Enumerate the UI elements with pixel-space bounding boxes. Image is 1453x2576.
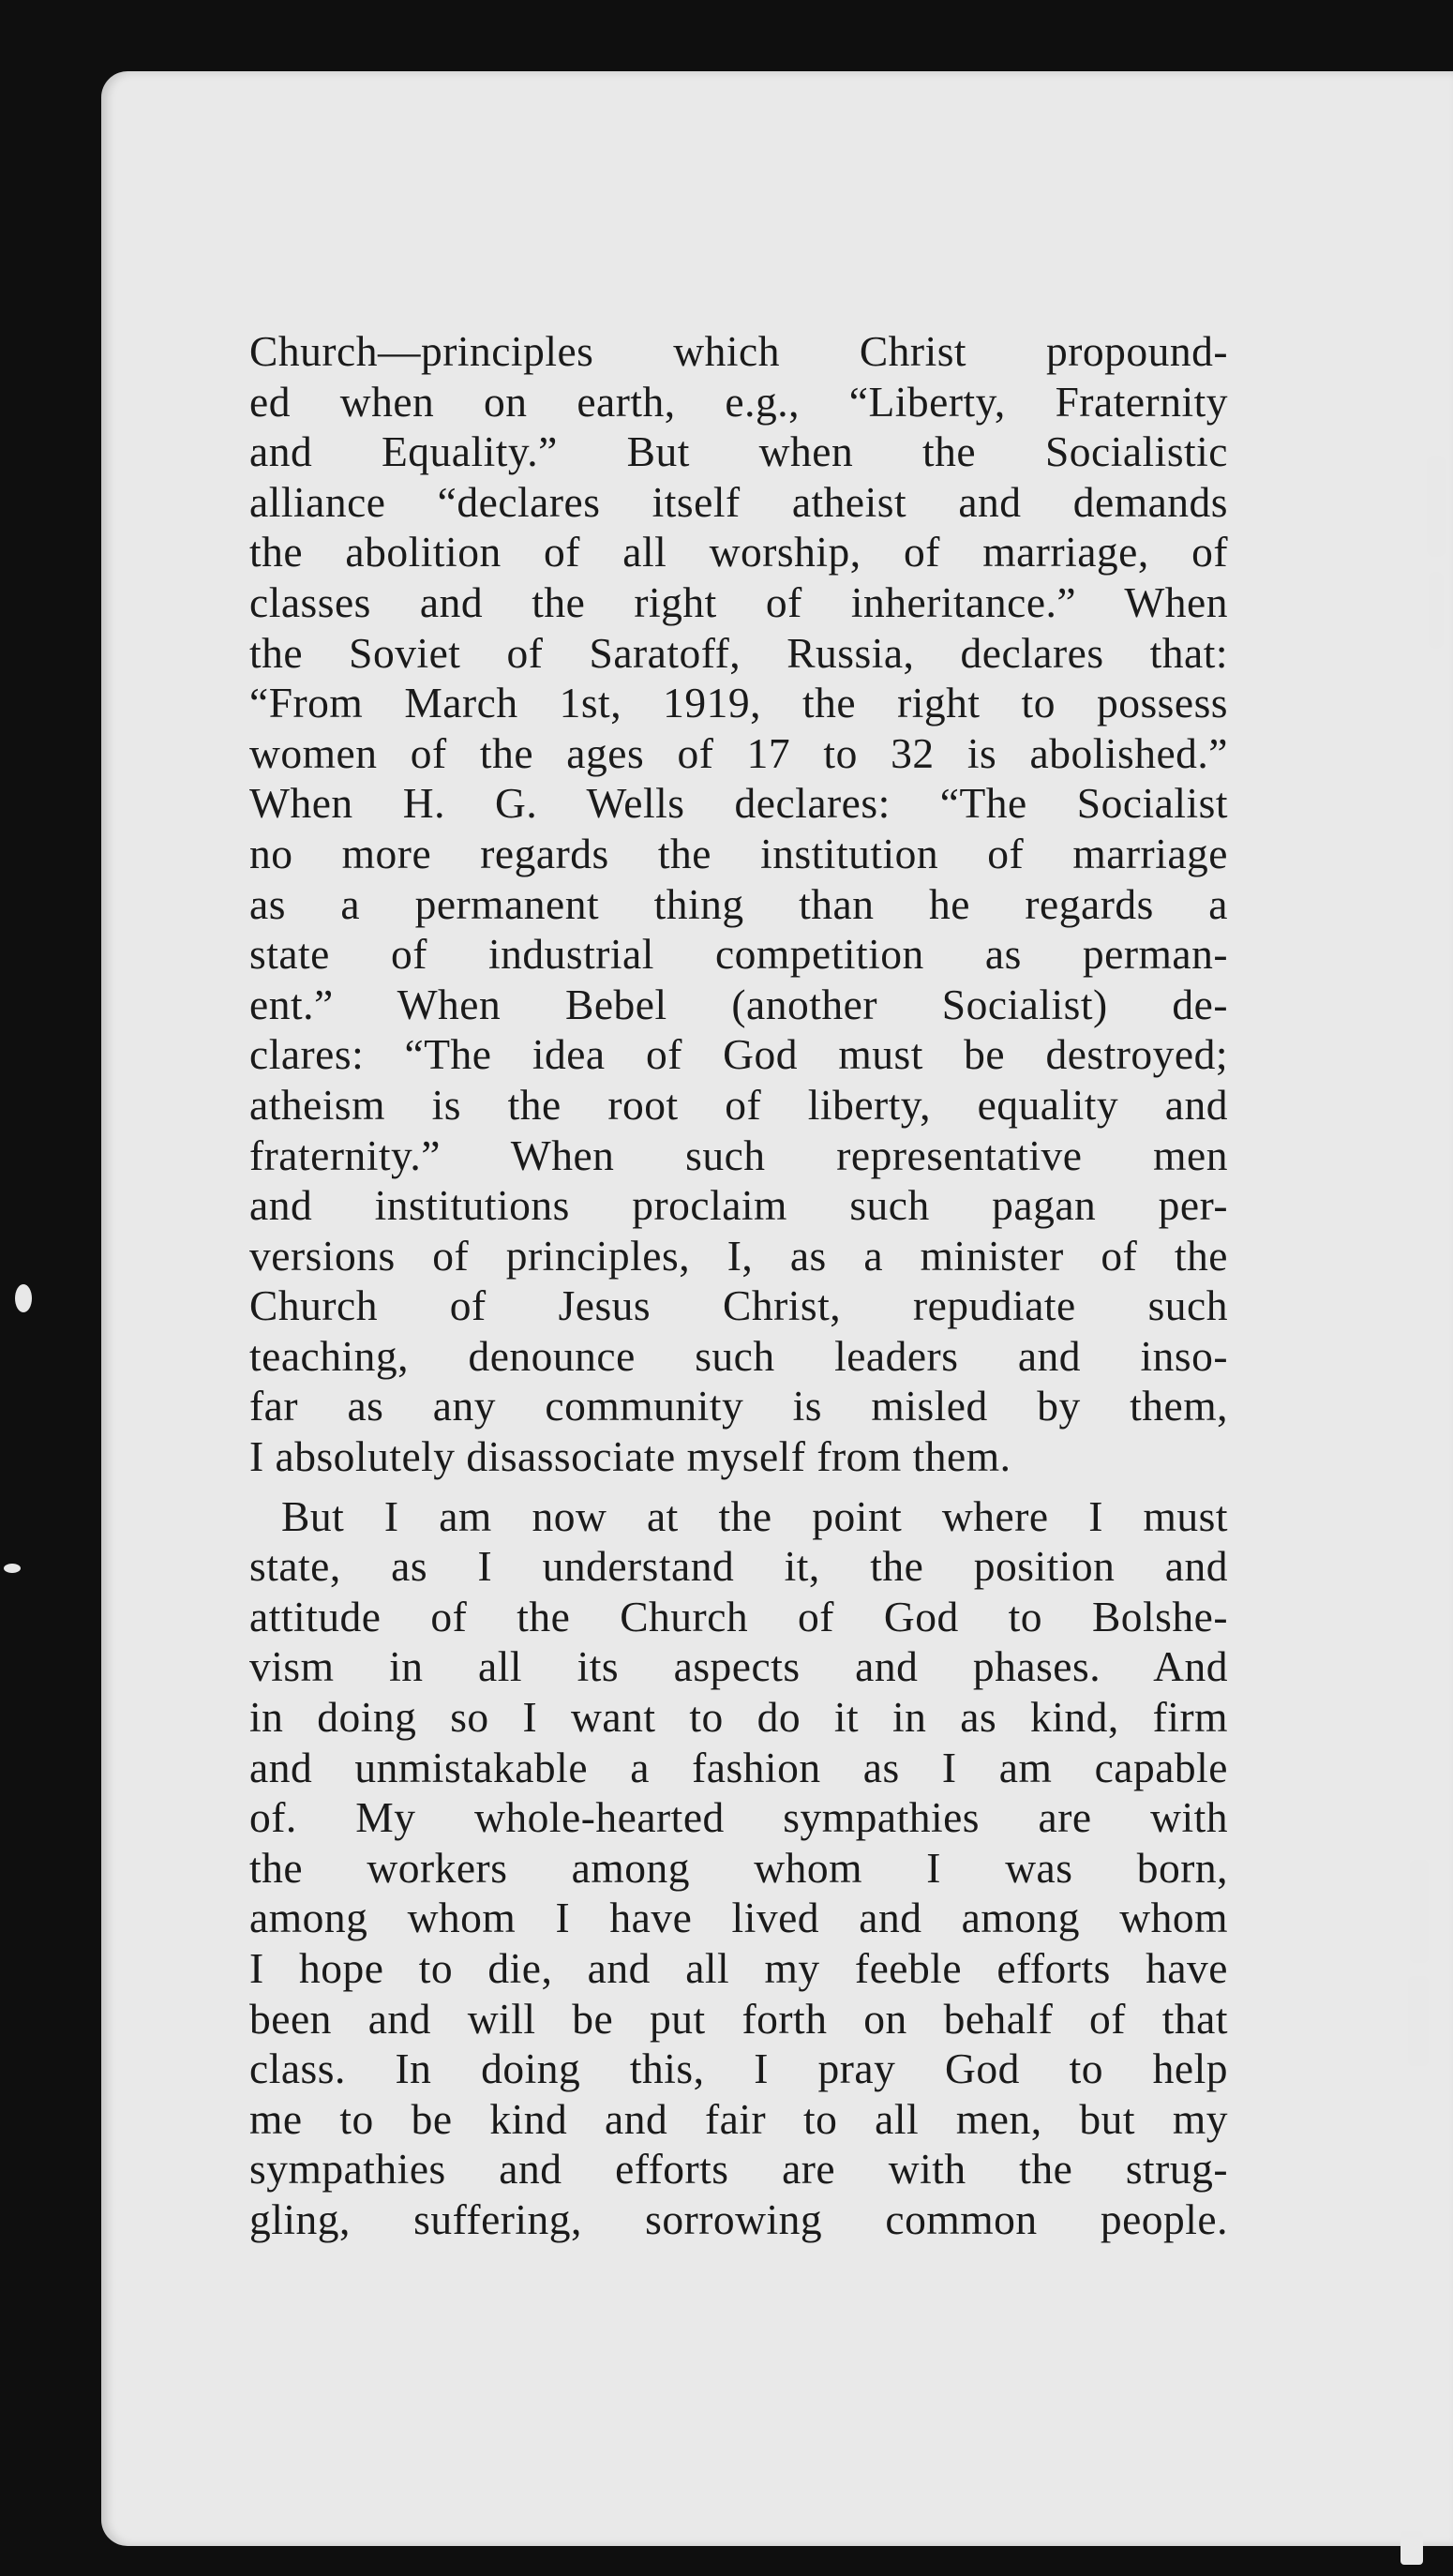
text-line: clares: “The idea of God must be destroyed; xyxy=(249,1030,1228,1079)
scan-artifact xyxy=(1427,456,1446,557)
text-line: in doing so I want to do it in as kind, firm xyxy=(249,1693,1228,1742)
page-text xyxy=(249,326,1228,2245)
text-line: attitude of the Church of God to Bolshe- xyxy=(249,1592,1228,1640)
text-line: teaching, denounce such leaders and inso- xyxy=(249,1331,1228,1380)
scan-artifact xyxy=(1401,2531,1423,2565)
text-line: classes and the right of inheritance.” When xyxy=(249,577,1228,626)
paragraph-break xyxy=(249,1482,1228,1491)
text-line: as a permanent thing than he regards a xyxy=(249,879,1228,928)
text-line: sympathies and efforts are with the strug- xyxy=(249,2145,1228,2194)
text-line: ent.” When Bebel (another Socialist) de- xyxy=(249,980,1228,1028)
scan-artifact xyxy=(1408,1976,1429,2066)
text-line: and Equality.” But when the Socialistic xyxy=(249,427,1228,476)
text-line: the workers among whom I was born, xyxy=(249,1843,1228,1892)
text-line: the Soviet of Saratoff, Russia, declares that: xyxy=(249,628,1228,677)
text-line: women of the ages of 17 to 32 is abolished.” xyxy=(249,728,1228,777)
text-line: But I am now at the point where I must xyxy=(281,1491,1228,1540)
text-line: and unmistakable a fashion as I am capable xyxy=(249,1743,1228,1791)
scan-artifact xyxy=(1410,1860,1429,1963)
text-line: state, as I understand it, the position and xyxy=(249,1542,1228,1591)
text-line: atheism is the root of liberty, equality and xyxy=(249,1080,1228,1129)
text-line: I absolutely disassociate myself from them. xyxy=(249,1432,1011,1481)
text-line: far as any community is misled by them, xyxy=(249,1382,1228,1430)
text-line: of. My whole-hearted sympathies are with xyxy=(249,1793,1228,1842)
text-line: the abolition of all worship, of marriage, of xyxy=(249,528,1228,577)
text-line: ed when on earth, e.g., “Liberty, Fraternity xyxy=(249,377,1228,426)
text-line: Church of Jesus Christ, repudiate such xyxy=(249,1281,1228,1330)
text-line: Church—principles which Christ propound- xyxy=(249,327,1228,375)
text-line: alliance “declares itself atheist and demands xyxy=(249,477,1228,526)
text-line: I hope to die, and all my feeble efforts have xyxy=(249,1944,1228,1992)
text-line: state of industrial competition as perman- xyxy=(249,930,1228,979)
text-line: gling, suffering, sorrowing common people. xyxy=(249,2194,1228,2243)
scan-artifact xyxy=(15,1284,32,1312)
text-line: been and will be put forth on behalf of that xyxy=(249,1994,1228,2043)
text-line: vism in all its aspects and phases. And xyxy=(249,1642,1228,1691)
text-line: versions of principles, I, as a minister of the xyxy=(249,1231,1228,1280)
text-line: among whom I have lived and among whom xyxy=(249,1894,1228,1942)
text-line: class. In doing this, I pray God to help xyxy=(249,2044,1228,2093)
text-line: me to be kind and fair to all men, but my xyxy=(249,2094,1228,2143)
text-line: “From March 1st, 1919, the right to possess xyxy=(249,679,1228,727)
text-line: and institutions proclaim such pagan per- xyxy=(249,1181,1228,1230)
text-line: no more regards the institution of marriage xyxy=(249,829,1228,877)
scan-artifact xyxy=(4,1564,21,1573)
text-line: fraternity.” When such representative men xyxy=(249,1131,1228,1179)
text-line: When H. G. Wells declares: “The Socialist xyxy=(249,779,1228,828)
scan-artifact xyxy=(1429,572,1444,649)
